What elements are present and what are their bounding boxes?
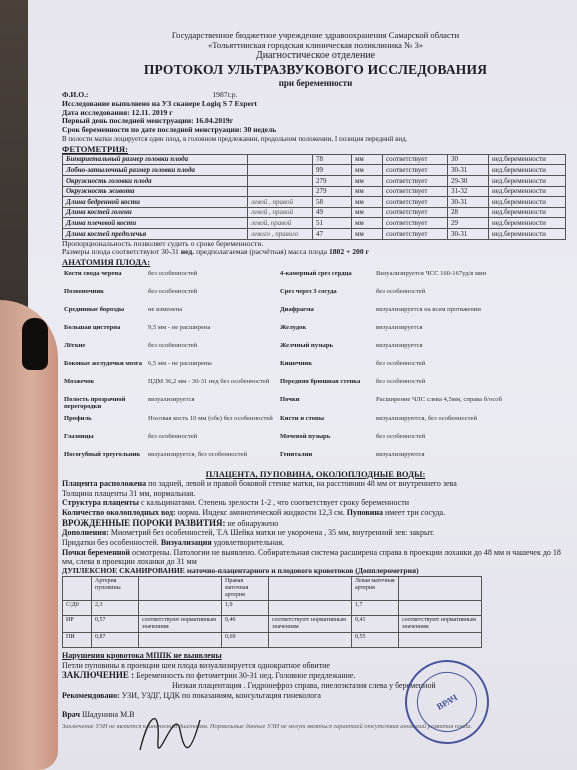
anatomy-cell-k2: Диафрагма (280, 305, 314, 313)
size-text-mid: нед. (180, 247, 195, 257)
fetometry-cell-ed: нед.беременности (489, 197, 566, 208)
anatomy-cell-v2: Визуализируется ЧСС 160-167уд/в мин (376, 269, 487, 277)
fetometry-cell-unit: мм (352, 165, 383, 176)
conclusion-label: ЗАКЛЮЧЕНИЕ : (62, 670, 135, 681)
anatomy-cell-k2: 4-камерный срез сердца (280, 269, 352, 277)
anatomy-cell-v2: визуализируется (376, 323, 423, 331)
fetometry-row (63, 228, 566, 239)
doppler-cell-a2 (139, 633, 222, 648)
doppler-row (63, 600, 482, 615)
anatomy-cell-v1: 6,5 мм - не расширены (148, 359, 212, 367)
fetometry-cell-unit: мм (352, 197, 383, 208)
fetometry-cell-unit: мм (352, 154, 383, 165)
doppler-heading: ДУПЛЕКСНОЕ СКАНИРОВАНИЕ маточно-плацентарного и плодового кровотоков (Допплерометрия) (62, 565, 419, 575)
fetometry-cell-side: левой , правой (248, 197, 313, 208)
disclaimer-note: Заключение УЗИ не является клиническим диагнозом. Нормальные данные УЗИ не могут являться гарантией отсутствия аномалий развития плода. (62, 722, 473, 730)
fetometry-cell-side (248, 165, 313, 176)
fetometry-row (63, 197, 566, 208)
visualization-value: удовлетворительная. (213, 538, 285, 547)
doppler-cell-c1: 1,7 (352, 600, 399, 615)
doppler-cell-k: ПИ (63, 633, 92, 648)
doppler-cell-a1: 0,57 (92, 615, 139, 632)
fetometry-cell-wk: 28 (448, 207, 489, 218)
malformations-heading: ВРОЖДЕННЫЕ ПОРОКИ РАЗВИТИЯ: (62, 517, 226, 528)
anatomy-cell-k1: Лёгкие (64, 341, 86, 349)
anatomy-cell-v2: без особенностей (376, 359, 426, 367)
placenta-label: Плацента расположена (62, 479, 147, 489)
document-title: ПРОТОКОЛ УЛЬТРАЗВУКОВОГО ИССЛЕДОВАНИЯ (143, 62, 488, 78)
conclusion-line-1: Беременность по фетометрии 30-31 нед. Головное предлежание. (136, 671, 356, 681)
anatomy-cell-k2: Кисти и стопы (280, 415, 324, 423)
recommendation-text: УЗИ, УЗДГ, ЦДК по показаниям, консультация гинеколога (121, 690, 321, 700)
anatomy-cell-k2: Желчный пузырь (280, 341, 333, 349)
anatomy-cell-k2: Срез через 3 сосуда (280, 287, 337, 295)
fetometry-row (63, 154, 566, 165)
proportionality-text: Пропорциональность позволяет судить о сроке беременности. (62, 238, 264, 248)
institution-line-2: «Тольяттинская городская клиническая поликлиника № 3» (207, 40, 424, 51)
anatomy-cell-v2: без особенностей (376, 433, 426, 441)
fio-label: Ф.И.О.: (62, 89, 89, 99)
fetometry-cell-unit: мм (352, 175, 383, 186)
anatomy-cell-v1: визуализируется, без особенностей (148, 451, 248, 459)
fingernail (22, 318, 48, 370)
anatomy-row (62, 449, 504, 467)
fetometry-cell-name: Лобно-затылочный размер головки плода (63, 165, 248, 176)
conclusion-line-2: Низкая плацентация . Гидронефроз справа, пиелоэктазия слева у беременной (172, 681, 436, 691)
lmp-date: 16.04.2019г (195, 116, 234, 126)
doppler-row (63, 615, 482, 632)
fetometry-cell-unit: мм (352, 228, 383, 239)
doppler-cell-b1: 0,69 (222, 633, 269, 648)
placenta-heading: ПЛАЦЕНТА, ПУПОВИНА, ОКОЛОПЛОДНЫЕ ВОДЫ: (205, 469, 426, 480)
anatomy-cell-k2: Желудок (280, 323, 307, 331)
anatomy-cell-k1: Кости свода черепа (64, 269, 122, 277)
anatomy-table (62, 268, 504, 468)
fetometry-cell-wk: 29-30 (448, 175, 489, 186)
fetometry-cell-val: 49 (313, 207, 352, 218)
fetometry-cell-ed: нед.беременности (489, 154, 566, 165)
doppler-cell-b2: соответствуют нормативным значениям (269, 615, 352, 632)
anatomy-cell-v1: Носовая кость 10 мм (обе) без особенностей (148, 415, 273, 423)
fetometry-cell-wk: 30 (448, 154, 489, 165)
anatomy-cell-v1: без особенностей (148, 269, 198, 277)
recommendation-label: Рекомендовано: (62, 690, 120, 700)
fetometry-cell-unit: мм (352, 218, 383, 229)
hand (0, 300, 58, 770)
anatomy-cell-v1: 9,5 мм - не расширена (148, 323, 211, 331)
anatomy-cell-v1: без особенностей (148, 341, 198, 349)
fetometry-heading: ФЕТОМЕТРИЯ: (62, 143, 128, 154)
fetometry-cell-val: 279 (313, 175, 352, 186)
fetometry-cell-wk: 30-31 (448, 197, 489, 208)
institution-line-1: Государственное бюджетное учреждение здравоохранения Самарской области (171, 30, 460, 40)
fetometry-cell-res: соответствует (383, 228, 448, 239)
fetometry-cell-res: соответствует (383, 218, 448, 229)
fetometry-cell-wk: 29 (448, 218, 489, 229)
kidneys-text: осмотрены. Патологии не выявлено. Собирательная система расширена справа в проекции лоханки до 48 мм и чашечек до 18 мм, слева в проекции лоханки до 31 мм (62, 547, 561, 567)
anatomy-cell-v1: ПДМ 36,2 мм - 30-31 нед без особенностей (148, 377, 270, 385)
fetometry-cell-res: соответствует (383, 154, 448, 165)
placenta-location: по задней, левой и правой боковой стенке матки, на расстоянии 48 мм от внутреннего зева (148, 479, 457, 489)
anatomy-row (62, 376, 504, 394)
doctor-stamp: ВРАЧ (390, 645, 505, 760)
lmp-label: Первый день последней менструации: (62, 116, 194, 126)
fetometry-cell-res: соответствует (383, 197, 448, 208)
anatomy-cell-k1: Позвоночник (64, 287, 104, 295)
fetometry-cell-val: 47 (313, 228, 352, 239)
doppler-header-cell (399, 576, 482, 600)
fetometry-cell-name: Окружность живота (63, 186, 248, 197)
anatomy-row (62, 358, 504, 376)
anatomy-cell-k1: Срединные борозды (64, 305, 125, 313)
anatomy-cell-v1: без особенностей (148, 433, 198, 441)
department: Диагностическое отделение (255, 50, 376, 62)
doppler-cell-b1: 1,9 (222, 600, 269, 615)
doppler-cell-a2: соответствуют нормативным значениям (139, 615, 222, 632)
placenta-structure: с кальцинатами. Степень зрелости 1-2 , что соответствует сроку беременности (140, 498, 409, 508)
doctor-signature (130, 700, 210, 760)
fetometry-cell-wk: 31-32 (448, 186, 489, 197)
fetometry-cell-val: 51 (313, 218, 352, 229)
fetometry-cell-wk: 30-31 (448, 165, 489, 176)
doppler-cell-a1: 0,87 (92, 633, 139, 648)
doppler-cell-c2 (399, 633, 482, 648)
doppler-header-cell (269, 576, 352, 600)
fetometry-cell-val: 78 (313, 154, 352, 165)
exam-date: 12.11. 2019 г (131, 107, 173, 117)
scanner-info: Исследование выполнено на УЗ сканере Logiq S 7 Expert (62, 98, 257, 108)
fetometry-table (62, 154, 566, 240)
fetometry-cell-res: соответствует (383, 207, 448, 218)
document-subtitle: при беременности (278, 78, 353, 88)
doppler-cell-c2: соответствуют нормативным значениям (399, 615, 482, 632)
term-value: 30 недель (243, 125, 277, 135)
mppk-status: Нарушения кровотока МППК не выявлены (62, 651, 222, 661)
anatomy-cell-v2: без особенностей (376, 377, 426, 385)
doppler-cell-c1: 0,41 (352, 615, 399, 632)
fetometry-cell-side: левой, правой (248, 218, 313, 229)
anatomy-row (62, 322, 504, 340)
amniotic-label: Количество околоплодных вод: (62, 508, 176, 518)
anatomy-row (62, 340, 504, 358)
size-text-pre: Размеры плода соответствуют 30-31 (62, 247, 179, 257)
placenta-thickness: Толщина плаценты 31 мм, нормальная. (62, 488, 196, 498)
anatomy-row (62, 394, 504, 414)
doctor-name: Шадунина М.В (81, 710, 135, 720)
fetometry-cell-ed: нед.беременности (489, 207, 566, 218)
fetometry-cell-name: Длина бедренной кости (63, 197, 248, 208)
fetometry-row (63, 207, 566, 218)
doppler-table (62, 576, 482, 648)
anatomy-cell-v2: Расширение ЧЛС слева 4,5мм, справа б/особ (376, 395, 502, 403)
doppler-cell-b2 (269, 600, 352, 615)
fetometry-row (63, 186, 566, 197)
fetometry-cell-name: Окружность головки плода (63, 175, 248, 186)
anatomy-row (62, 304, 504, 322)
fetometry-cell-side: левого , правого (248, 228, 313, 239)
visualization-label: Визуализация (160, 538, 212, 547)
fetometry-cell-name: Длина плечевой кости (63, 218, 248, 229)
cord-value: имеет три сосуда. (384, 508, 446, 518)
amniotic-value: норма. Индекс амниотической жидкости 12,3 см. (177, 508, 345, 518)
malformations-value: не обнаружено (227, 518, 279, 528)
doctor-label: Врач (62, 710, 80, 720)
anatomy-cell-v2: визуализируются, без особенностей (376, 415, 478, 423)
fetometry-cell-ed: нед.беременности (489, 228, 566, 239)
protocol-document (28, 0, 577, 770)
placenta-structure-label: Структура плаценты (62, 498, 139, 508)
doppler-row (63, 633, 482, 648)
fetometry-row (63, 175, 566, 186)
fetometry-cell-ed: нед.беременности (489, 186, 566, 197)
fetometry-cell-side (248, 186, 313, 197)
fetal-mass: 1802 + 200 г (328, 247, 369, 257)
doppler-cell-b2 (269, 633, 352, 648)
fetometry-cell-side (248, 175, 313, 186)
doppler-cell-a2 (139, 600, 222, 615)
doppler-cell-c2 (399, 600, 482, 615)
anatomy-cell-v1: визуализируется (148, 395, 195, 403)
fetometry-cell-val: 279 (313, 186, 352, 197)
additions-label: Дополнения: (62, 528, 109, 538)
fetometry-cell-side (248, 154, 313, 165)
doppler-header-cell (63, 576, 92, 600)
fetometry-cell-name: Длина костей предплечья (63, 228, 248, 239)
fetometry-cell-name: Бипариетальный размер головки плода (63, 154, 248, 165)
anatomy-row (62, 413, 504, 431)
size-text-post: предполагаемая (расчётная) масса плода (196, 247, 328, 257)
anatomy-cell-k1: Глазницы (64, 433, 94, 441)
fetometry-cell-val: 58 (313, 197, 352, 208)
doppler-cell-a1: 2,3 (92, 600, 139, 615)
anatomy-cell-v2: без особенностей (376, 287, 426, 295)
birth-year: 1987г.р. (212, 89, 238, 99)
fetometry-cell-ed: нед.беременности (489, 218, 566, 229)
date-label: Дата исследования: (62, 107, 130, 117)
kidneys-label: Почки беременной (62, 547, 131, 557)
anatomy-row (62, 431, 504, 449)
anatomy-cell-k2: Кишечник (280, 359, 313, 367)
anatomy-heading: АНАТОМИЯ ПЛОДА: (62, 257, 151, 268)
fetometry-row (63, 165, 566, 176)
anatomy-cell-k1: Полость прозрачной перегородки (64, 395, 126, 411)
anatomy-cell-k1: Большая цистерна (64, 323, 121, 331)
anatomy-cell-v2: визуализируется на всем протяжении (376, 305, 481, 313)
anatomy-row (62, 286, 504, 304)
anatomy-cell-k1: Носогубный треугольник (64, 451, 141, 459)
additions-text: Миометрий без особенностей, Т.А Шейка матки не укорочена , 35 мм, внутренний зев: закрыт. (110, 528, 435, 538)
anatomy-cell-k2: Мочевой пузырь (280, 433, 331, 441)
doppler-header-cell: Левая маточная артерия (352, 576, 399, 600)
fetometry-cell-ed: нед.беременности (489, 165, 566, 176)
fetometry-row (63, 218, 566, 229)
anatomy-cell-v2: визуализируется (376, 341, 423, 349)
fetometry-cell-wk: 30-31 (448, 228, 489, 239)
fetometry-cell-res: соответствует (383, 186, 448, 197)
anatomy-cell-k1: Боковые желудочки мозга (64, 359, 143, 367)
anatomy-cell-k1: Профиль (64, 415, 92, 423)
anatomy-cell-k2: Гениталии (280, 451, 313, 459)
cavity-text: В полости матки лоцируется один плод, в головном предлежании, продольном положении, I позиция передний вид. (62, 135, 408, 144)
fetometry-cell-res: соответствует (383, 165, 448, 176)
doppler-cell-k: ИР (63, 615, 92, 632)
doppler-cell-c1: 0,55 (352, 633, 399, 648)
appendages-text: Придатки без особенностей. (62, 538, 159, 547)
doppler-cell-b1: 0,46 (222, 615, 269, 632)
anatomy-cell-k2: Почки (280, 395, 300, 403)
cord-label: Пуповина (346, 508, 383, 518)
fetometry-cell-side: левой , правой (248, 207, 313, 218)
fetometry-cell-name: Длина костей голени (63, 207, 248, 218)
cord-loops: Петли пуповины в проекции шеи плода визуализируется однократное обвитие (62, 660, 330, 670)
anatomy-row (62, 268, 504, 286)
doppler-header-cell (139, 576, 222, 600)
anatomy-cell-v2: визуализируются (376, 451, 425, 459)
anatomy-cell-k1: Мозжечок (64, 377, 95, 385)
doppler-header-cell: Правая маточная артерия (222, 576, 269, 600)
fetometry-cell-res: соответствует (383, 175, 448, 186)
fetometry-cell-val: 99 (313, 165, 352, 176)
term-label: Срок беременности по дате последней менструации: (62, 125, 242, 135)
fetometry-cell-ed: нед.беременности (489, 175, 566, 186)
anatomy-cell-v1: без особенностей (148, 287, 198, 295)
fetometry-cell-unit: мм (352, 207, 383, 218)
doppler-cell-k: С/Д0 (63, 600, 92, 615)
anatomy-cell-k2: Передняя брюшная стенка (280, 377, 361, 385)
doppler-header-cell: Артерия пуповины (92, 576, 139, 600)
anatomy-cell-v1: не изменена (148, 305, 183, 313)
fetometry-cell-unit: мм (352, 186, 383, 197)
